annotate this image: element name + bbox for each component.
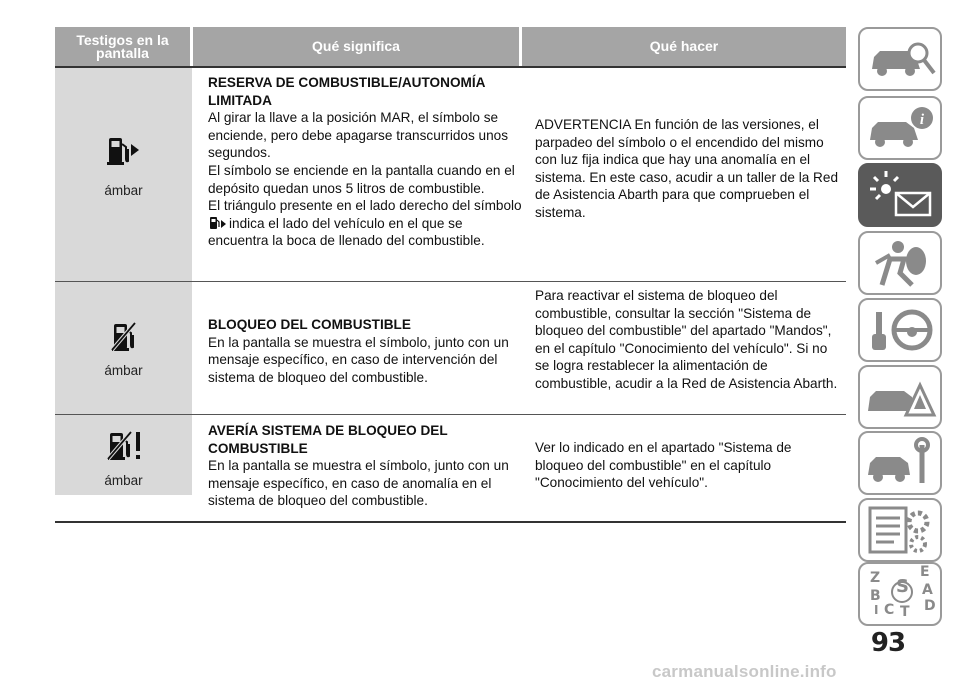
index-letter: S [896, 576, 909, 597]
color-label: ámbar [104, 363, 143, 378]
sidebar-tab-maintenance[interactable] [858, 431, 942, 495]
sidebar-tab-warning-lights[interactable] [858, 163, 942, 227]
car-warning-triangle-icon [860, 367, 940, 427]
index-letter: D [924, 598, 936, 614]
table-row [55, 68, 846, 282]
index-letter: T [900, 604, 910, 620]
table-bottom-border [55, 521, 846, 523]
header-meaning: Qué significa [193, 27, 519, 66]
fuel-pump-triangle-icon [209, 216, 227, 230]
warning-light-envelope-icon [860, 165, 940, 225]
page-number: 93 [870, 628, 906, 658]
airbag-person-icon [860, 233, 940, 293]
action-text: Ver lo indicado en el apartado "Sistema de bloqueo del combustible" en el capítulo "Conocimiento del vehículo". [535, 440, 792, 491]
sidebar-tab-starting-driving[interactable] [858, 298, 942, 362]
color-label: ámbar [104, 183, 143, 198]
fuel-pump-triangle-icon [106, 134, 140, 168]
table-header [55, 27, 846, 68]
warning-title: BLOQUEO DEL COMBUSTIBLE [208, 317, 411, 332]
index-letter: A [922, 582, 933, 598]
sidebar-tab-car-info[interactable] [858, 96, 942, 160]
sidebar-tab-technical-data[interactable] [858, 498, 942, 562]
meaning-paragraph: Al girar la llave a la posición MAR, el símbolo se enciende, pero debe apagarse transcurridos unos segundos. [208, 110, 509, 161]
action-text: Para reactivar el sistema de bloqueo del combustible, consultar la sección "Sistema de bloqueo del combustible" del apartado "Mandos", en el capítulo "Conocimiento del vehículo". Si no se logra restablecer la alimentación de combustible, acudir a la Red de Asistencia Abarth. [535, 288, 838, 391]
index-letter: B [870, 588, 881, 604]
car-info-icon [860, 98, 940, 158]
meaning-text [208, 316, 526, 386]
fuel-pump-crossed-warning-icon [107, 429, 143, 463]
meaning-paragraph: El triángulo presente en el lado derecho del símbolo [208, 198, 522, 214]
color-label: ámbar [104, 473, 143, 488]
sidebar-tab-safety[interactable] [858, 231, 942, 295]
car-search-icon [860, 29, 940, 89]
meaning-paragraph: indica el lado del vehículo en el que se encuentra la boca de llenado del combustible. [208, 215, 485, 249]
fuel-pump-crossed-icon [111, 320, 141, 354]
spec-list-gear-icon [860, 500, 940, 560]
meaning-paragraph: En la pantalla se muestra el símbolo, junto con un mensaje específico, en caso de anomalía en el sistema de bloqueo del combustible. [208, 458, 509, 509]
key-steering-wheel-icon [860, 300, 940, 360]
index-letter: Z [870, 570, 881, 586]
meaning-paragraph: En la pantalla se muestra el símbolo, junto con un mensaje específico, en caso de intervención del sistema de bloqueo del combustible. [208, 334, 509, 385]
meaning-text [208, 422, 526, 510]
index-letter: E [920, 564, 930, 580]
header-action: Qué hacer [522, 27, 846, 66]
icon-cell [55, 68, 192, 282]
sidebar-tab-emergency[interactable] [858, 365, 942, 429]
table-row [55, 282, 846, 415]
table-row [55, 415, 846, 509]
car-wrench-icon [860, 433, 940, 493]
action-text: ADVERTENCIA En función de las versiones, el parpadeo del símbolo o el encendido del mismo con luz fija indica que hay una anomalía en el sistema. En este caso, acudir a un taller de la Red de Asistencia Abarth para que comprueben el sistema. [535, 117, 838, 220]
index-letter: C [884, 602, 895, 618]
svg-text:i: i [919, 112, 925, 128]
warning-title: AVERÍA SISTEMA DE BLOQUEO DEL COMBUSTIBLE [208, 423, 448, 456]
index-letter: I [874, 603, 879, 617]
warning-title: RESERVA DE COMBUSTIBLE/AUTONOMÍA LIMITADA [208, 75, 485, 108]
alphabet-index-icon [860, 564, 940, 624]
meaning-text [208, 74, 526, 250]
header-warning-lights: Testigos en la pantalla [55, 27, 190, 66]
meaning-paragraph: El símbolo se enciende en la pantalla cuando en el depósito quedan unos 5 litros de combustible. [208, 162, 515, 196]
sidebar-tab-index[interactable] [858, 562, 942, 626]
sidebar-tab-car-search[interactable] [858, 27, 942, 91]
watermark: carmanualsonline.info [652, 662, 837, 681]
